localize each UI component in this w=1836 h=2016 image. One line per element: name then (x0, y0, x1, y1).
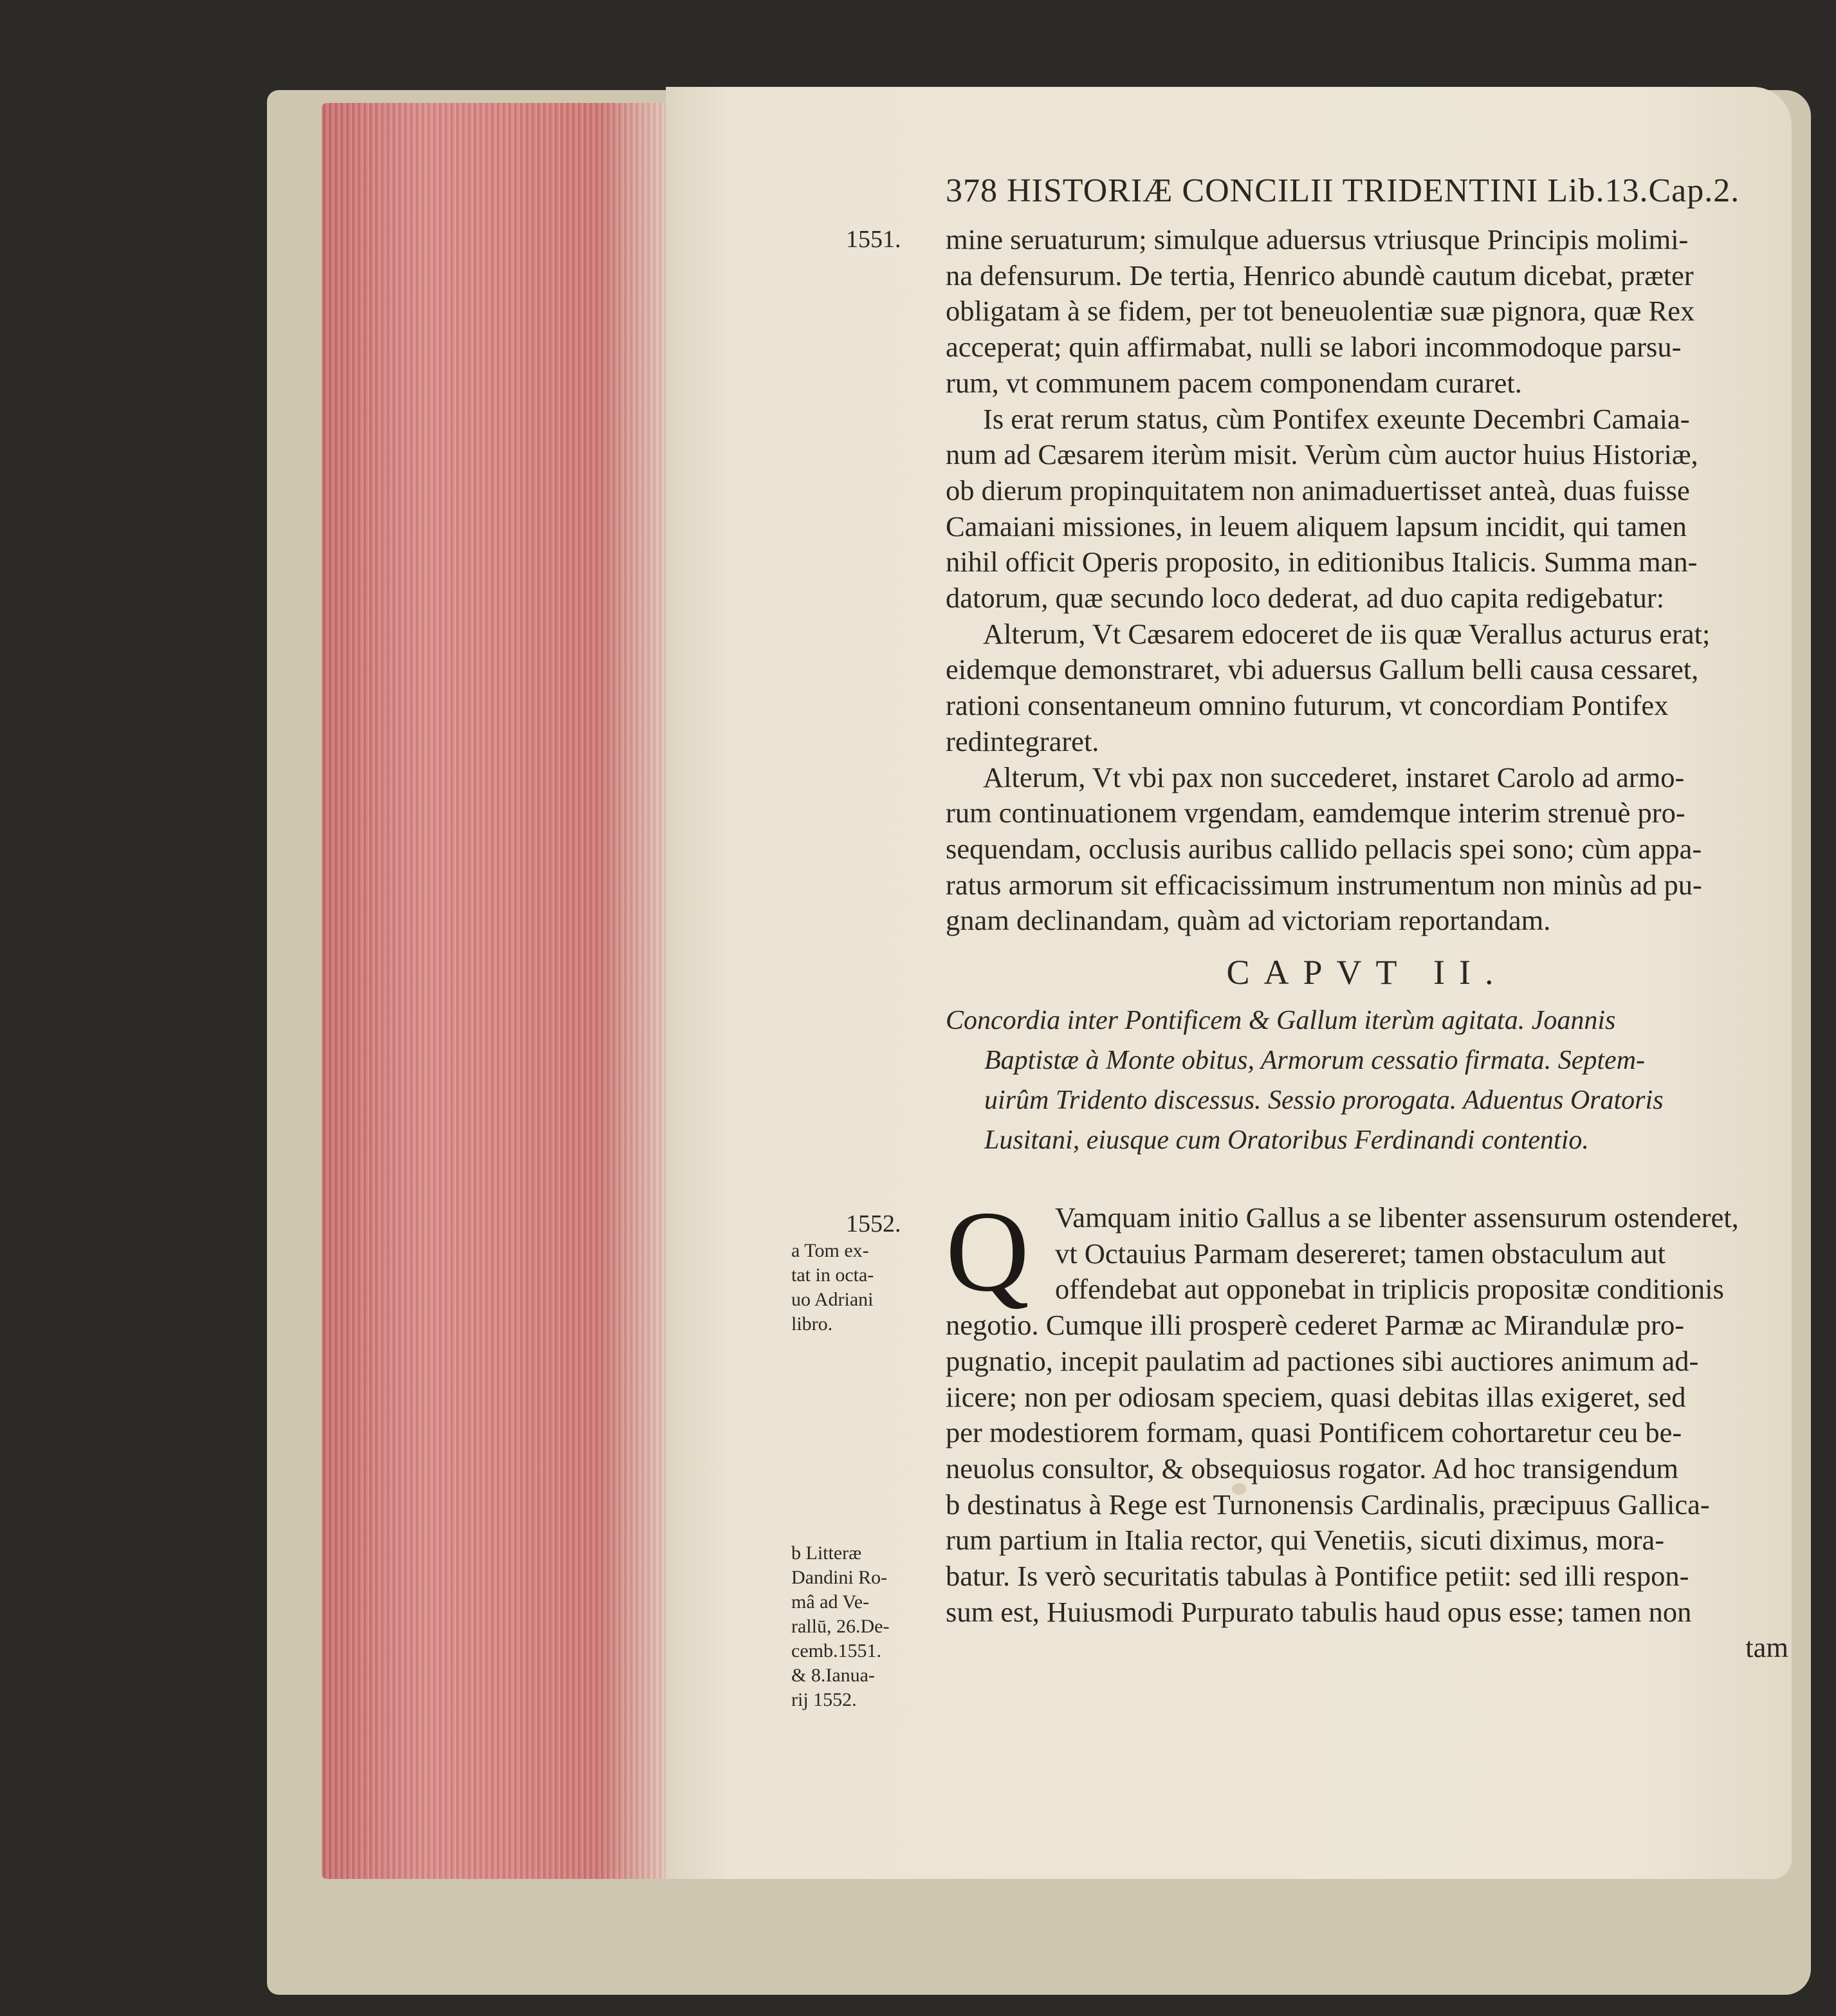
paragraph (946, 616, 1788, 760)
text-line: rationi consentaneum omnino futurum, vt concordiam Pontifex (946, 689, 1669, 722)
note-line: rallū, 26.De- (791, 1616, 890, 1637)
text-line: rum continuationem vrgendam, eamdemque interim strenuè pro- (946, 797, 1685, 829)
text-line: sum est, Huiusmodi Purpurato tabulis haud opus esse; tamen non (946, 1595, 1692, 1628)
text-line: ob dierum propinquitatem non animaduertisset anteà, duas fuisse (946, 474, 1690, 506)
paragraph (946, 222, 1788, 402)
text-line: pugnatio, incepit paulatim ad pactiones sibi auctiores animum ad- (946, 1344, 1699, 1377)
catchword: tam (1745, 1631, 1788, 1664)
text-line: datorum, quæ secundo loco dederat, ad duo capita redigebatur: (946, 582, 1665, 615)
margin-year-1551: 1551. (846, 226, 901, 253)
text-line: gnam declinandam, quàm ad victoriam reportandam. (946, 904, 1551, 937)
running-head: 378 HISTORIÆ CONCILII TRIDENTINI Lib.13.Cap.2. (946, 172, 1740, 209)
text-line: redintegraret. (946, 725, 1099, 757)
marginal-note-b (791, 1541, 920, 1712)
text-line: negotio. Cumque illi prosperè cederet Parmæ ac Mirandulæ pro- (946, 1309, 1685, 1342)
book-page (666, 87, 1792, 1879)
summary-line: Concordia inter Pontificem & Gallum iterùm agitata. Joannis (946, 1006, 1616, 1035)
note-line: b Litteræ (791, 1542, 862, 1564)
text-line: Alterum, Vt Cæsarem edoceret de iis quæ Verallus acturus erat; (983, 617, 1711, 650)
text-line: obligatam à se fidem, per tot beneuolentiæ suæ pignora, quæ Rex (946, 295, 1695, 328)
note-line: uo Adriani (791, 1289, 874, 1310)
summary-line: Lusitani, eiusque cum Oratoribus Ferdinandi contentio. (984, 1125, 1589, 1155)
note-line: & 8.Ianua- (791, 1665, 875, 1686)
marginal-note-a (791, 1239, 920, 1336)
text-line: rum, vt communem pacem componendam curaret. (946, 366, 1522, 399)
text-line: Alterum, Vt vbi pax non succederet, instaret Carolo ad armo- (983, 761, 1685, 793)
paper-stain (1232, 1483, 1246, 1495)
margin-year-1552: 1552. (846, 1210, 901, 1237)
text-line: eidemque demonstraret, vbi aduersus Gallum belli causa cessaret, (946, 653, 1699, 686)
text-block-lower (946, 1200, 1788, 1666)
note-line: cemb.1551. (791, 1640, 881, 1661)
paragraph (946, 760, 1788, 939)
drop-cap: Q (946, 1187, 1029, 1315)
chapter-summary (946, 1001, 1788, 1160)
note-line: Dandini Ro- (791, 1567, 888, 1588)
text-line: per modestiorem formam, quasi Pontificem cohortaretur ceu be- (946, 1416, 1682, 1449)
chapter-heading: CAPVT II. (1226, 953, 1508, 992)
summary-line: uirûm Tridento discessus. Sessio prorogata. Aduentus Oratoris (984, 1086, 1664, 1115)
note-line: mâ ad Ve- (791, 1591, 870, 1613)
text-line: rum partium in Italia rector, qui Venetiis, sicuti diximus, mora- (946, 1524, 1665, 1557)
text-line: na defensurum. De tertia, Henrico abundè cautum dicebat, præter (946, 259, 1694, 291)
text-line: Camaiani missiones, in leuem aliquem lapsum incidit, qui tamen (946, 510, 1687, 542)
text-line: iicere; non per odiosam speciem, quasi debitas illas exigeret, sed (946, 1380, 1686, 1413)
text-line: mine seruaturum; simulque aduersus vtriusque Principis molimi- (946, 223, 1689, 255)
page-edges (322, 103, 669, 1879)
note-line: rij 1552. (791, 1689, 857, 1710)
paragraph (946, 402, 1788, 616)
text-line: neuolus consultor, & obsequiosus rogator. Ad hoc transigendum (946, 1452, 1679, 1484)
text-line: acceperat; quin affirmabat, nulli se labori incommodoque parsu- (946, 331, 1682, 364)
text-line: ratus armorum sit efficacissimum instrumentum non minùs ad pu- (946, 868, 1702, 901)
text-line: b destinatus à Rege est Turnonensis Cardinalis, præcipuus Gallica- (946, 1488, 1710, 1521)
summary-line: Baptistæ à Monte obitus, Armorum cessatio firmata. Septem- (984, 1046, 1646, 1075)
note-line: tat in octa- (791, 1264, 874, 1286)
text-line: sequendam, occlusis auribus callido pellacis spei sono; cùm appa- (946, 832, 1702, 865)
text-block-upper (946, 222, 1788, 939)
note-line: libro. (791, 1313, 833, 1335)
text-line: Is erat rerum status, cùm Pontifex exeunte Decembri Camaia- (983, 402, 1690, 435)
text-line: nihil officit Operis proposito, in editionibus Italicis. Summa man- (946, 546, 1698, 578)
note-line: a Tom ex- (791, 1240, 869, 1261)
text-line: vt Octauius Parmam desereret; tamen obstaculum aut (1055, 1237, 1666, 1270)
text-line: num ad Cæsarem iterùm misit. Verùm cùm auctor huius Historiæ, (946, 438, 1698, 471)
text-line: offendebat aut opponebat in triplicis propositæ conditionis (1055, 1273, 1724, 1306)
text-line: batur. Is verò securitatis tabulas à Pontifice petiit: sed illi respon- (946, 1560, 1689, 1593)
text-line: Vamquam initio Gallus a se libenter assensurum ostenderet, (1055, 1201, 1739, 1234)
